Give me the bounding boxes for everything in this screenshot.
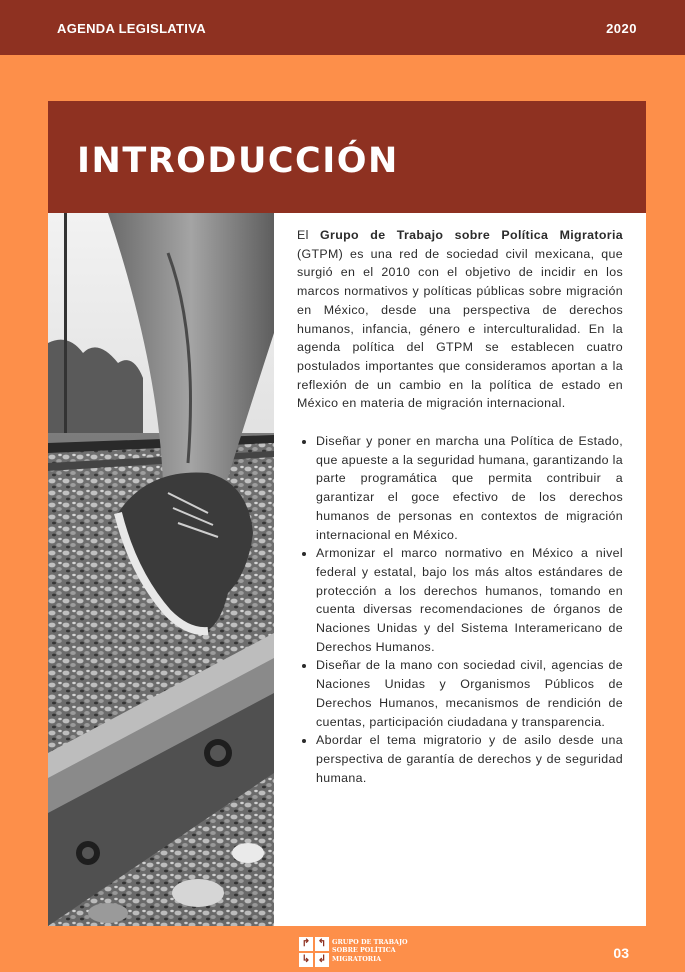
list-item: • Abordar el tema migratorio y de asilo desde una perspectiva de garantía de derechos y de seguridad humana.: [316, 731, 623, 787]
intro-text-column: [297, 226, 623, 787]
railway-walk-photo: [48, 213, 274, 926]
header-title: AGENDA LEGISLATIVA: [57, 21, 206, 36]
section-title: INTRODUCCIÓN: [77, 141, 399, 181]
intro-paragraph: [297, 226, 623, 413]
section-header: [48, 101, 646, 213]
page-number: 03: [613, 945, 629, 961]
intro-body: (GTPM) es una red de sociedad civil mexicana, que surgió en el 2010 con el objetivo de incidir en los marcos normativos y políticas públicas sobre migración en México, desde una perspectiva de derechos humanos, infancia, género e interculturalidad. En la agenda política del GTPM se establecen cuatro postulados importantes que consideramos aportan a la reflexión de un cambio en la política de estado en México en materia de migración internacional.: [297, 246, 623, 411]
header-year: 2020: [606, 21, 637, 36]
logo-mark-icon: ↱ ↰ ↳ ↲: [299, 937, 329, 967]
content-card: [48, 101, 646, 926]
intro-lead: El: [297, 228, 321, 242]
logo-line: SOBRE POLÍTICA: [332, 946, 396, 955]
top-header-bar: [0, 0, 685, 55]
logo-line: GRUPO DE TRABAJO: [332, 938, 408, 946]
list-item: • Diseñar y poner en marcha una Política de Estado, que apueste a la seguridad humana, garantizando la parte programática que permita contribuir a garantizar el goce efectivo de los derechos humanos de personas en contextos de migración internacional en México.: [316, 432, 623, 544]
org-name: Grupo de Trabajo sobre Política Migratoria: [320, 228, 623, 242]
logo-line: MIGRATORIA: [332, 954, 382, 963]
gtpm-logo: [299, 936, 409, 968]
list-item: • Diseñar de la mano con sociedad civil, agencias de Naciones Unidas y Organismos Públicos de Derechos Humanos, mecanismos de rendición de cuentas, participación ciudadana y transparencia.: [316, 656, 623, 731]
list-item: • Armonizar el marco normativo en México a nivel federal y estatal, bajo los más altos estándares de protección a los derechos humanos, tomando en cuenta diversas recomendaciones de órganos de Naciones Unidas y del Sistema Interamericano de Derechos Humanos.: [316, 544, 623, 656]
postulates-list: [297, 432, 623, 787]
logo-text: [332, 938, 412, 963]
